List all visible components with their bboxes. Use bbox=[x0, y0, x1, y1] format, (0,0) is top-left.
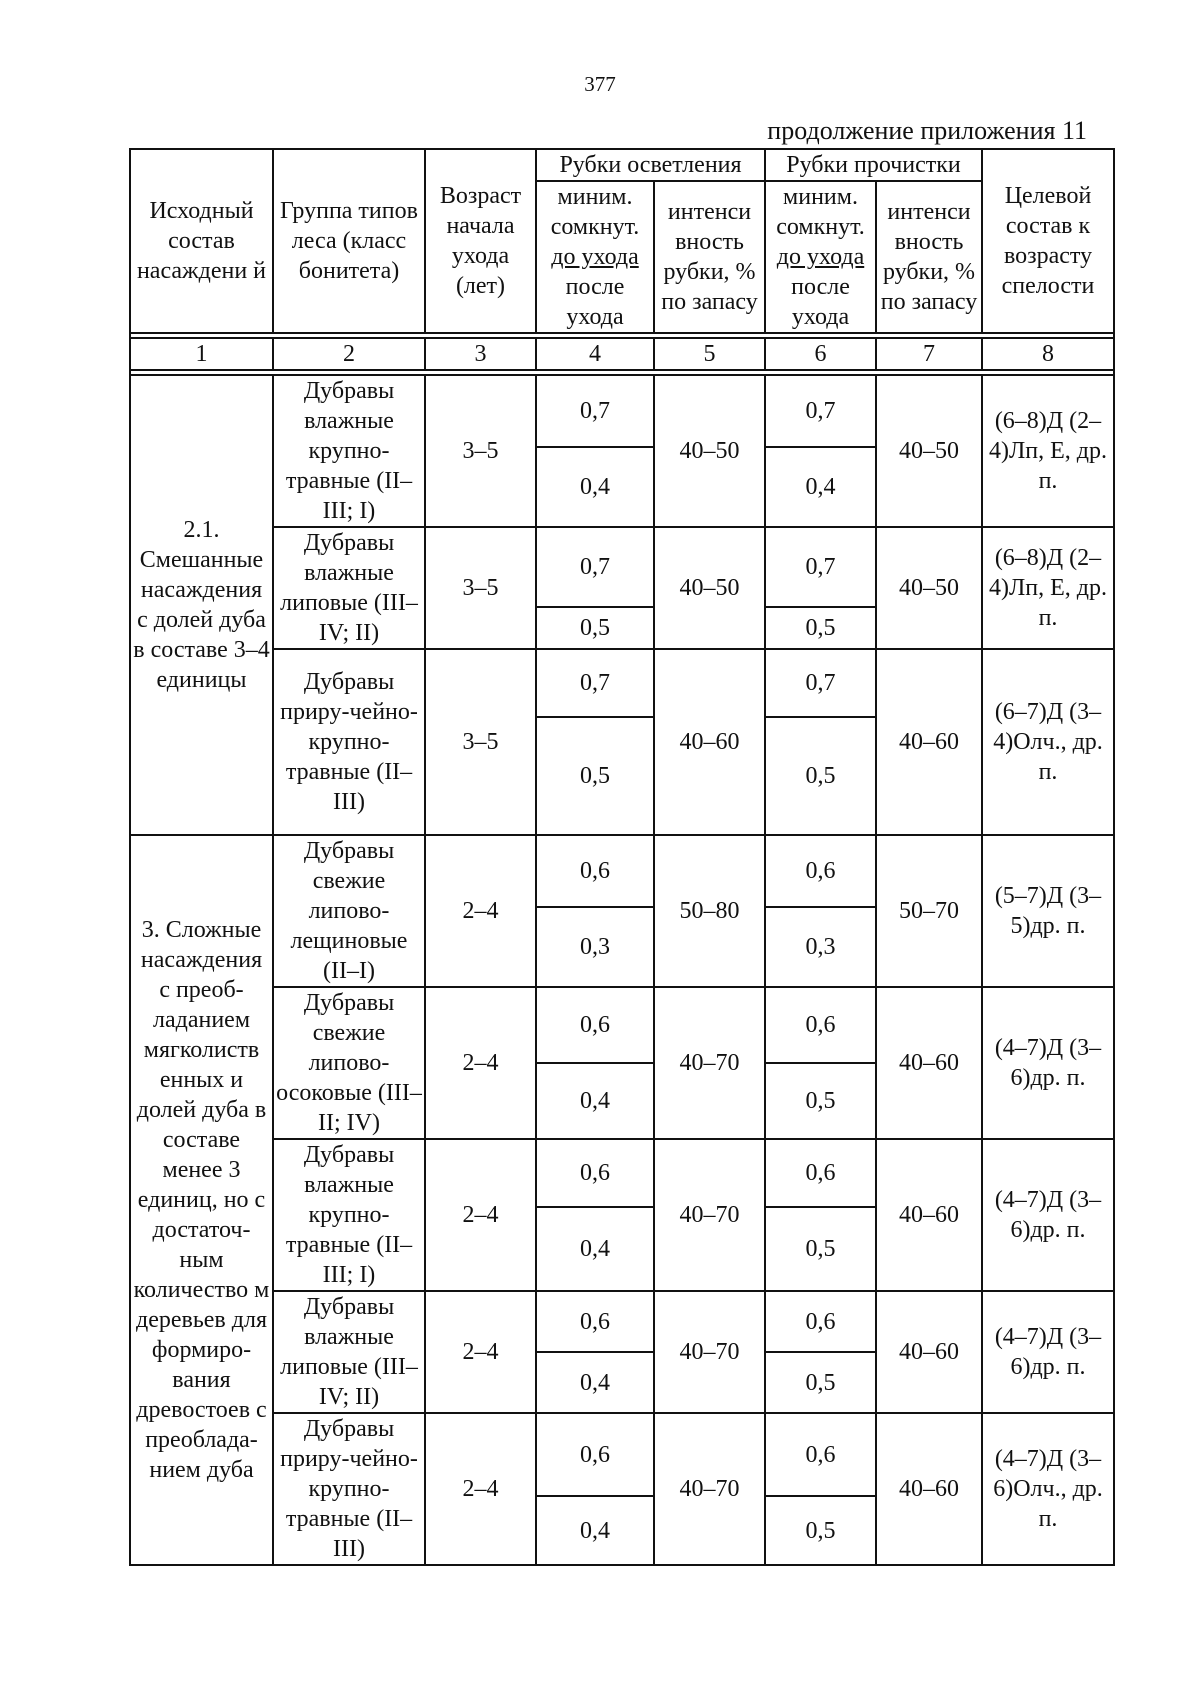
column-number: 2 bbox=[273, 338, 425, 370]
header-target-composition: Целевой состав к возрасту спелости bbox=[982, 149, 1114, 333]
target-composition: (4–7)Д (3–6)Олч., др. п. bbox=[982, 1413, 1114, 1565]
forest-type: Дубравы влажные крупно-травные (II–III; I) bbox=[273, 1139, 425, 1291]
density-before: 0,6 bbox=[536, 835, 654, 907]
density-before: 0,7 bbox=[765, 649, 876, 717]
start-age: 2–4 bbox=[425, 1413, 536, 1565]
header-start-age: Возраст начала ухода (лет) bbox=[425, 149, 536, 333]
column-number: 7 bbox=[876, 338, 982, 370]
start-age: 2–4 bbox=[425, 1139, 536, 1291]
density-before: 0,6 bbox=[536, 987, 654, 1063]
header-after-care: после ухода bbox=[565, 274, 625, 330]
intensity: 40–60 bbox=[876, 1139, 982, 1291]
forest-type: Дубравы свежие липово-осоковые (III–II; IV) bbox=[273, 987, 425, 1139]
density-after: 0,5 bbox=[765, 1207, 876, 1291]
forest-type: Дубравы приру-чейно-крупно-травные (II–III) bbox=[273, 649, 425, 835]
density-before: 0,6 bbox=[536, 1139, 654, 1207]
header-after-care: после ухода bbox=[791, 274, 850, 330]
header-intensity-cleaning: интенси вность рубки, % по запасу bbox=[876, 181, 982, 333]
density-before: 0,6 bbox=[765, 987, 876, 1063]
density-after: 0,5 bbox=[765, 717, 876, 835]
intensity: 40–70 bbox=[654, 987, 765, 1139]
column-number: 4 bbox=[536, 338, 654, 370]
target-composition: (6–8)Д (2–4)Лп, Е, др. п. bbox=[982, 375, 1114, 527]
density-after: 0,4 bbox=[536, 1352, 654, 1413]
forest-type: Дубравы влажные липовые (III–IV; II) bbox=[273, 527, 425, 649]
header-before-care: до ухода bbox=[776, 244, 865, 270]
density-after: 0,5 bbox=[765, 1063, 876, 1139]
density-before: 0,6 bbox=[765, 1291, 876, 1352]
density-after: 0,5 bbox=[536, 717, 654, 835]
column-number: 6 bbox=[765, 338, 876, 370]
density-before: 0,6 bbox=[765, 1413, 876, 1496]
density-after: 0,4 bbox=[536, 447, 654, 527]
density-after: 0,4 bbox=[765, 447, 876, 527]
density-after: 0,4 bbox=[536, 1063, 654, 1139]
density-after: 0,4 bbox=[536, 1496, 654, 1565]
table-row bbox=[130, 1291, 1114, 1352]
start-age: 3–5 bbox=[425, 375, 536, 527]
density-before: 0,6 bbox=[536, 1291, 654, 1352]
intensity: 50–80 bbox=[654, 835, 765, 987]
header-forest-type-group: Группа типов леса (класс бонитета) bbox=[273, 149, 425, 333]
density-after: 0,5 bbox=[536, 607, 654, 649]
start-age: 3–5 bbox=[425, 649, 536, 835]
forest-type: Дубравы влажные липовые (III–IV; II) bbox=[273, 1291, 425, 1413]
intensity: 40–60 bbox=[654, 649, 765, 835]
target-composition: (5–7)Д (3–5)др. п. bbox=[982, 835, 1114, 987]
table-row bbox=[130, 987, 1114, 1063]
density-before: 0,7 bbox=[765, 375, 876, 447]
start-age: 2–4 bbox=[425, 835, 536, 987]
table-row bbox=[130, 649, 1114, 717]
density-before: 0,6 bbox=[536, 1413, 654, 1496]
start-age: 2–4 bbox=[425, 1291, 536, 1413]
table-row bbox=[130, 375, 1114, 447]
target-composition: (6–7)Д (3–4)Олч., др. п. bbox=[982, 649, 1114, 835]
intensity: 40–70 bbox=[654, 1413, 765, 1565]
density-before: 0,7 bbox=[765, 527, 876, 607]
forest-type: Дубравы свежие липово-лещиновые (II–I) bbox=[273, 835, 425, 987]
header-min-density-clearing bbox=[536, 181, 654, 333]
intensity: 40–70 bbox=[654, 1139, 765, 1291]
intensity: 40–60 bbox=[876, 1413, 982, 1565]
intensity: 40–60 bbox=[876, 987, 982, 1139]
target-composition: (4–7)Д (3–6)др. п. bbox=[982, 987, 1114, 1139]
target-composition: (6–8)Д (2–4)Лп, Е, др. п. bbox=[982, 527, 1114, 649]
table-row bbox=[130, 835, 1114, 907]
header-min-density-top: миним. сомкнут. bbox=[550, 184, 640, 240]
forest-type: Дубравы влажные крупно-травные (II–III; I) bbox=[273, 375, 425, 527]
header-min-density-top: миним. сомкнут. bbox=[776, 184, 865, 240]
continuation-label: продолжение приложения 11 bbox=[767, 116, 1087, 145]
header-intensity-clearing: интенси вность рубки, % по запасу bbox=[654, 181, 765, 333]
column-number: 5 bbox=[654, 338, 765, 370]
density-after: 0,3 bbox=[536, 907, 654, 987]
density-after: 0,5 bbox=[765, 1496, 876, 1565]
header-group-cleaning: Рубки прочистки bbox=[765, 149, 982, 181]
intensity: 40–50 bbox=[876, 375, 982, 527]
header-before-care: до ухода bbox=[551, 244, 639, 270]
intensity: 40–70 bbox=[654, 1291, 765, 1413]
intensity: 40–50 bbox=[654, 527, 765, 649]
density-after: 0,3 bbox=[765, 907, 876, 987]
column-number: 3 bbox=[425, 338, 536, 370]
density-before: 0,6 bbox=[765, 835, 876, 907]
table-row bbox=[130, 527, 1114, 607]
forest-type: Дубравы приру-чейно-крупно-травные (II–III) bbox=[273, 1413, 425, 1565]
intensity: 40–50 bbox=[876, 527, 982, 649]
intensity: 40–60 bbox=[876, 649, 982, 835]
intensity: 50–70 bbox=[876, 835, 982, 987]
density-after: 0,5 bbox=[765, 1352, 876, 1413]
intensity: 40–50 bbox=[654, 375, 765, 527]
page-number: 377 bbox=[584, 72, 616, 96]
group-label: 2.1. Смешанные насаждения с долей дуба в составе 3–4 единицы bbox=[130, 375, 273, 835]
column-number: 8 bbox=[982, 338, 1114, 370]
table-row bbox=[130, 1413, 1114, 1496]
density-before: 0,6 bbox=[765, 1139, 876, 1207]
target-composition: (4–7)Д (3–6)др. п. bbox=[982, 1291, 1114, 1413]
density-after: 0,4 bbox=[536, 1207, 654, 1291]
header-min-density-cleaning bbox=[765, 181, 876, 333]
density-before: 0,7 bbox=[536, 527, 654, 607]
start-age: 2–4 bbox=[425, 987, 536, 1139]
forest-care-table bbox=[129, 148, 1115, 1566]
start-age: 3–5 bbox=[425, 527, 536, 649]
target-composition: (4–7)Д (3–6)др. п. bbox=[982, 1139, 1114, 1291]
header-group-clearing: Рубки осветления bbox=[536, 149, 765, 181]
density-before: 0,7 bbox=[536, 649, 654, 717]
table-row bbox=[130, 1139, 1114, 1207]
density-after: 0,5 bbox=[765, 607, 876, 649]
header-initial-composition: Исходный состав насаждени й bbox=[130, 149, 273, 333]
column-number: 1 bbox=[130, 338, 273, 370]
group-label: 3. Сложные насаждения с преоб-ладанием мягколиств енных и долей дуба в составе менее 3 единиц, но с достаточ-ным количество м деревьев для формиро-вания древостоев с преоблада-нием дуба bbox=[130, 835, 273, 1565]
intensity: 40–60 bbox=[876, 1291, 982, 1413]
density-before: 0,7 bbox=[536, 375, 654, 447]
